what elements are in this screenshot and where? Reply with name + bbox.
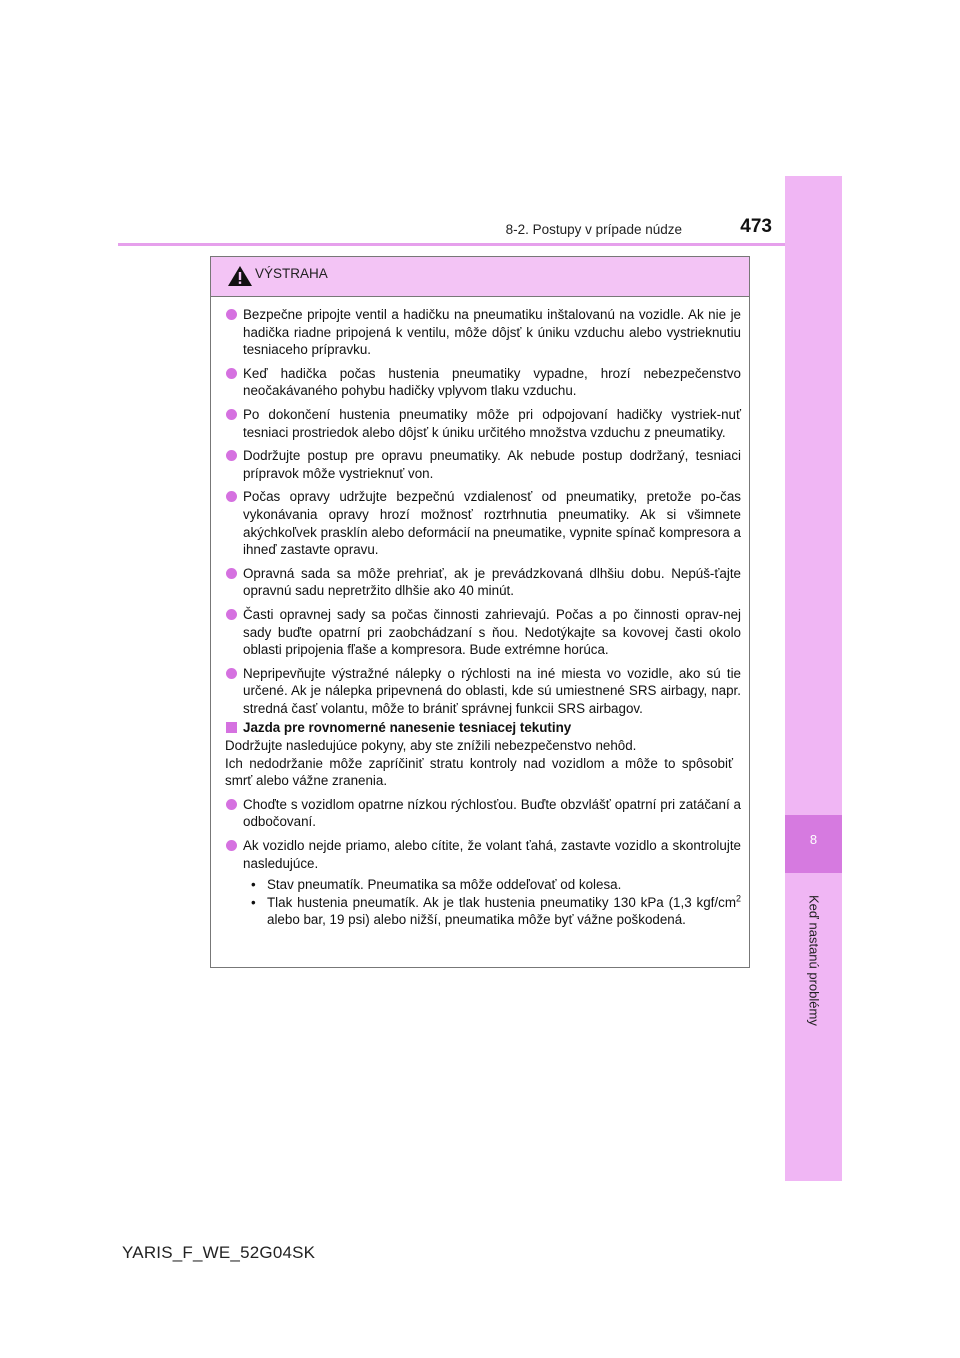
bullet-icon <box>226 450 237 461</box>
subsection-bullet: Choďte s vozidlom opatrne nízkou rýchlosťou. Buďte obzvlášť opatrní pri zatáčaní a odbočovaní. <box>225 796 741 831</box>
check-item: • Tlak hustenia pneumatík. Ak je tlak hustenia pneumatiky 130 kPa (1,3 kgf/$cm^2$ alebo bar, 19 psi) alebo nižší, pneumatika môže byť vážne poškodená. <box>251 893 741 928</box>
check-item: • Stav pneumatík. Pneumatika sa môže oddeľovať od kolesa. <box>251 877 622 893</box>
warning-bullet: Bezpečne pripojte ventil a hadičku na pneumatiku inštalovanú na vozidle. Ak nie je hadička riadne pripojená k ventilu, môže dôjsť k úniku vzduchu alebo vystrieknutiu tesniaceho prípravku. <box>225 306 741 359</box>
warning-title: VÝSTRAHA <box>255 266 328 281</box>
warning-bullet: Nepripevňujte výstražné nálepky o rýchlosti na iné miesta vo vozidle, ako sú tie určené. Ak je nálepka pripevnená do oblasti, kde sú umiestnené SRS airbagy, napr. stredná časť volantu, môže to brániť správnej funkcii SRS airbagov. <box>225 665 741 718</box>
bullet-icon <box>226 409 237 420</box>
bullet-icon <box>226 668 237 679</box>
bullet-icon <box>226 491 237 502</box>
warning-header <box>211 257 749 297</box>
warning-bullet: Dodržujte postup pre opravu pneumatiky. Ak nebude postup dodržaný, tesniaci prípravok môže vystrieknuť von. <box>225 447 741 482</box>
document-code: YARIS_F_WE_52G04SK <box>122 1243 316 1262</box>
warning-bullet: Po dokončení hustenia pneumatiky môže pri odpojovaní hadičky vystriek-nuť tesniaci prostriedok alebo dôjsť k úniku určitého množstva vzduchu z pneumatiky. <box>225 406 741 441</box>
subsection-heading: Jazda pre rovnomerné nanesenie tesniacej tekutiny <box>225 719 741 737</box>
warning-triangle-icon <box>227 265 253 287</box>
bullet-icon <box>226 368 237 379</box>
warning-bullet: Počas opravy udržujte bezpečnú vzdialenosť od pneumatiky, pretože po-čas vykonávania opravy hrozí možnosť roztrhnutia pneumatiky. Ak si všimnete akýchkoľvek prasklín alebo deformácií na pneumatike, vypnite spínač kompresora a ihneď zastavte opravu. <box>225 488 741 558</box>
bullet-icon <box>226 609 237 620</box>
subsection-bullet: Ak vozidlo nejde priamo, alebo cítite, že volant ťahá, zastavte vozidlo a skontrolujte nasledujúce. <box>225 837 741 872</box>
bullet-icon <box>226 799 237 810</box>
page-number: 473 <box>740 216 772 237</box>
section-title: 8-2. Postupy v prípade núdze <box>505 222 682 237</box>
subsection-paragraph: Dodržujte nasledujúce pokyny, aby ste znížili nebezpečenstvo nehôd. <box>225 738 637 754</box>
chapter-title: Keď nastanú problémy <box>806 895 822 1026</box>
warning-box <box>210 256 750 968</box>
header-rule <box>118 243 785 246</box>
bullet-icon <box>226 309 237 320</box>
square-bullet-icon <box>226 722 237 733</box>
warning-bullet: Časti opravnej sady sa počas činnosti zahrievajú. Počas a po činnosti oprav-nej sady buďte opatrní pri zaobchádzaní s ňou. Nedotýkajte sa kovovej časti okolo oblasti pripojenia fľaše a kompresora. Bude extrémne horúca. <box>225 606 741 659</box>
warning-bullet: Opravná sada sa môže prehriať, ak je prevádzkovaná dlhšiu dobu. Nepúš-ťajte opravnú sadu nepretržito dlhšie ako 40 minút. <box>225 565 741 600</box>
bullet-icon <box>226 568 237 579</box>
check-item-mark: • <box>251 877 256 893</box>
chapter-number: 8 <box>809 832 818 847</box>
bullet-icon <box>226 840 237 851</box>
warning-bullet: Keď hadička počas hustenia pneumatiky vypadne, hrozí nebezpečenstvo neočakávaného pohybu hadičky vplyvom tlaku vzduchu. <box>225 365 741 400</box>
subsection-paragraph: Ich nedodržanie môže zapríčiniť stratu kontroly nad vozidlom a môže to spôsobiť smrť alebo vážne zranenia. <box>225 755 733 789</box>
check-item-mark: • <box>251 894 256 910</box>
warning-body <box>211 297 749 929</box>
